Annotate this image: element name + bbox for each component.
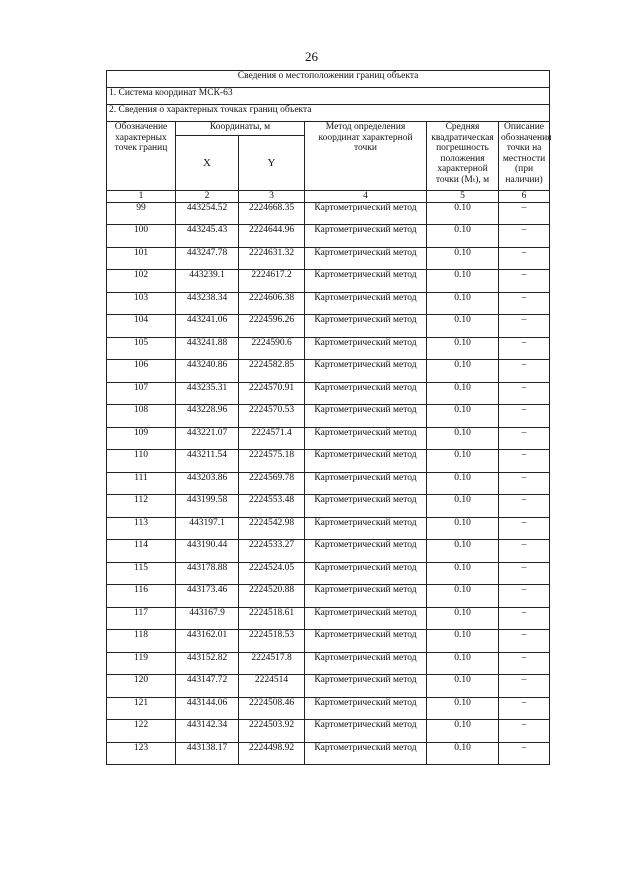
points-section-label: 2. Сведения о характерных точках границ объекта bbox=[107, 105, 550, 122]
method-cell: Картометрический метод bbox=[305, 270, 427, 293]
method-cell: Картометрический метод bbox=[305, 585, 427, 608]
y-cell: 2224617.2 bbox=[239, 270, 305, 293]
y-cell: 2224571.4 bbox=[239, 427, 305, 450]
accuracy-cell: 0.10 bbox=[427, 360, 499, 383]
point-cell: 111 bbox=[107, 472, 176, 495]
description-cell: – bbox=[499, 202, 550, 225]
accuracy-cell: 0.10 bbox=[427, 427, 499, 450]
coordinate-system-row bbox=[107, 88, 550, 105]
x-cell: 443239.1 bbox=[176, 270, 239, 293]
header-description: Описание обозначения точки на местности (при наличии) bbox=[499, 122, 550, 191]
column-number: 4 bbox=[305, 191, 427, 203]
table-row bbox=[107, 427, 550, 450]
y-cell: 2224503.92 bbox=[239, 720, 305, 743]
x-cell: 443173.46 bbox=[176, 585, 239, 608]
column-number: 2 bbox=[176, 191, 239, 203]
table-row bbox=[107, 472, 550, 495]
x-cell: 443241.06 bbox=[176, 315, 239, 338]
y-cell: 2224533.27 bbox=[239, 540, 305, 563]
method-cell: Картометрический метод bbox=[305, 360, 427, 383]
description-cell: – bbox=[499, 292, 550, 315]
point-cell: 115 bbox=[107, 562, 176, 585]
table-row bbox=[107, 292, 550, 315]
accuracy-cell: 0.10 bbox=[427, 382, 499, 405]
y-cell: 2224582.85 bbox=[239, 360, 305, 383]
x-cell: 443152.82 bbox=[176, 652, 239, 675]
x-cell: 443197.1 bbox=[176, 517, 239, 540]
accuracy-cell: 0.10 bbox=[427, 495, 499, 518]
header-x: X bbox=[176, 136, 239, 191]
method-cell: Картометрический метод bbox=[305, 427, 427, 450]
description-cell: – bbox=[499, 517, 550, 540]
points-section-row bbox=[107, 105, 550, 122]
table-row bbox=[107, 742, 550, 765]
method-cell: Картометрический метод bbox=[305, 292, 427, 315]
accuracy-cell: 0.10 bbox=[427, 675, 499, 698]
point-cell: 108 bbox=[107, 405, 176, 428]
method-cell: Картометрический метод bbox=[305, 742, 427, 765]
description-cell: – bbox=[499, 472, 550, 495]
description-cell: – bbox=[499, 697, 550, 720]
table-row bbox=[107, 607, 550, 630]
description-cell: – bbox=[499, 652, 550, 675]
point-cell: 109 bbox=[107, 427, 176, 450]
column-number: 1 bbox=[107, 191, 176, 203]
header-accuracy: Средняя квадратическая погрешность положения характерной точки (Mₜ), м bbox=[427, 122, 499, 191]
x-cell: 443235.31 bbox=[176, 382, 239, 405]
table-row bbox=[107, 450, 550, 473]
table-row bbox=[107, 517, 550, 540]
point-cell: 112 bbox=[107, 495, 176, 518]
table-row bbox=[107, 360, 550, 383]
description-cell: – bbox=[499, 562, 550, 585]
point-cell: 114 bbox=[107, 540, 176, 563]
table-row bbox=[107, 630, 550, 653]
method-cell: Картометрический метод bbox=[305, 607, 427, 630]
x-cell: 443245.43 bbox=[176, 225, 239, 248]
method-cell: Картометрический метод bbox=[305, 247, 427, 270]
description-cell: – bbox=[499, 607, 550, 630]
description-cell: – bbox=[499, 337, 550, 360]
method-cell: Картометрический метод bbox=[305, 697, 427, 720]
description-cell: – bbox=[499, 382, 550, 405]
point-cell: 101 bbox=[107, 247, 176, 270]
point-cell: 106 bbox=[107, 360, 176, 383]
x-cell: 443167.9 bbox=[176, 607, 239, 630]
y-cell: 2224631.32 bbox=[239, 247, 305, 270]
method-cell: Картометрический метод bbox=[305, 337, 427, 360]
accuracy-cell: 0.10 bbox=[427, 450, 499, 473]
x-cell: 443147.72 bbox=[176, 675, 239, 698]
point-cell: 120 bbox=[107, 675, 176, 698]
point-cell: 104 bbox=[107, 315, 176, 338]
y-cell: 2224520.88 bbox=[239, 585, 305, 608]
table-row bbox=[107, 540, 550, 563]
method-cell: Картометрический метод bbox=[305, 450, 427, 473]
accuracy-cell: 0.10 bbox=[427, 202, 499, 225]
point-cell: 100 bbox=[107, 225, 176, 248]
y-cell: 2224514 bbox=[239, 675, 305, 698]
accuracy-cell: 0.10 bbox=[427, 292, 499, 315]
description-cell: – bbox=[499, 315, 550, 338]
x-cell: 443162.01 bbox=[176, 630, 239, 653]
header-row-1 bbox=[107, 122, 550, 136]
description-cell: – bbox=[499, 585, 550, 608]
accuracy-cell: 0.10 bbox=[427, 562, 499, 585]
point-cell: 123 bbox=[107, 742, 176, 765]
x-cell: 443247.78 bbox=[176, 247, 239, 270]
table-row bbox=[107, 562, 550, 585]
accuracy-cell: 0.10 bbox=[427, 742, 499, 765]
y-cell: 2224524.05 bbox=[239, 562, 305, 585]
accuracy-cell: 0.10 bbox=[427, 337, 499, 360]
method-cell: Картометрический метод bbox=[305, 630, 427, 653]
point-cell: 105 bbox=[107, 337, 176, 360]
accuracy-cell: 0.10 bbox=[427, 270, 499, 293]
y-cell: 2224517.8 bbox=[239, 652, 305, 675]
x-cell: 443238.34 bbox=[176, 292, 239, 315]
method-cell: Картометрический метод bbox=[305, 720, 427, 743]
header-point-designation: Обозначение характерных точек границ bbox=[107, 122, 176, 191]
accuracy-cell: 0.10 bbox=[427, 607, 499, 630]
y-cell: 2224508.46 bbox=[239, 697, 305, 720]
description-cell: – bbox=[499, 405, 550, 428]
x-cell: 443221.07 bbox=[176, 427, 239, 450]
accuracy-cell: 0.10 bbox=[427, 247, 499, 270]
accuracy-cell: 0.10 bbox=[427, 630, 499, 653]
point-cell: 103 bbox=[107, 292, 176, 315]
method-cell: Картометрический метод bbox=[305, 382, 427, 405]
description-cell: – bbox=[499, 450, 550, 473]
table-title-row bbox=[107, 71, 550, 88]
y-cell: 2224570.53 bbox=[239, 405, 305, 428]
table-title: Сведения о местоположении границ объекта bbox=[107, 71, 550, 88]
table-row bbox=[107, 382, 550, 405]
column-number: 6 bbox=[499, 191, 550, 203]
column-number-row bbox=[107, 191, 550, 203]
x-cell: 443178.88 bbox=[176, 562, 239, 585]
page-number: 26 bbox=[305, 49, 318, 64]
description-cell: – bbox=[499, 225, 550, 248]
x-cell: 443240.86 bbox=[176, 360, 239, 383]
table-row bbox=[107, 405, 550, 428]
y-cell: 2224570.91 bbox=[239, 382, 305, 405]
boundary-points-table bbox=[106, 70, 550, 765]
description-cell: – bbox=[499, 742, 550, 765]
table-row bbox=[107, 337, 550, 360]
method-cell: Картометрический метод bbox=[305, 652, 427, 675]
y-cell: 2224590.6 bbox=[239, 337, 305, 360]
point-cell: 113 bbox=[107, 517, 176, 540]
y-cell: 2224542.98 bbox=[239, 517, 305, 540]
accuracy-cell: 0.10 bbox=[427, 405, 499, 428]
point-cell: 99 bbox=[107, 202, 176, 225]
table-row bbox=[107, 495, 550, 518]
accuracy-cell: 0.10 bbox=[427, 517, 499, 540]
accuracy-cell: 0.10 bbox=[427, 697, 499, 720]
point-cell: 121 bbox=[107, 697, 176, 720]
table-row bbox=[107, 315, 550, 338]
accuracy-cell: 0.10 bbox=[427, 472, 499, 495]
method-cell: Картометрический метод bbox=[305, 225, 427, 248]
point-cell: 122 bbox=[107, 720, 176, 743]
header-y: Y bbox=[239, 136, 305, 191]
table-row bbox=[107, 585, 550, 608]
y-cell: 2224606.38 bbox=[239, 292, 305, 315]
table-row bbox=[107, 225, 550, 248]
y-cell: 2224596.26 bbox=[239, 315, 305, 338]
column-number: 5 bbox=[427, 191, 499, 203]
x-cell: 443142.34 bbox=[176, 720, 239, 743]
y-cell: 2224518.53 bbox=[239, 630, 305, 653]
x-cell: 443144.06 bbox=[176, 697, 239, 720]
header-method: Метод определения координат характерной точки bbox=[305, 122, 427, 191]
point-cell: 102 bbox=[107, 270, 176, 293]
y-cell: 2224668.35 bbox=[239, 202, 305, 225]
accuracy-cell: 0.10 bbox=[427, 225, 499, 248]
table-row bbox=[107, 247, 550, 270]
y-cell: 2224644.96 bbox=[239, 225, 305, 248]
accuracy-cell: 0.10 bbox=[427, 315, 499, 338]
description-cell: – bbox=[499, 247, 550, 270]
coordinate-system-label: 1. Система координат МСК-63 bbox=[107, 88, 550, 105]
y-cell: 2224498.92 bbox=[239, 742, 305, 765]
accuracy-cell: 0.10 bbox=[427, 652, 499, 675]
description-cell: – bbox=[499, 675, 550, 698]
header-coordinates: Координаты, м bbox=[176, 122, 305, 136]
x-cell: 443241.88 bbox=[176, 337, 239, 360]
method-cell: Картометрический метод bbox=[305, 540, 427, 563]
description-cell: – bbox=[499, 360, 550, 383]
y-cell: 2224553.48 bbox=[239, 495, 305, 518]
y-cell: 2224575.18 bbox=[239, 450, 305, 473]
point-cell: 118 bbox=[107, 630, 176, 653]
point-cell: 107 bbox=[107, 382, 176, 405]
x-cell: 443254.52 bbox=[176, 202, 239, 225]
description-cell: – bbox=[499, 270, 550, 293]
method-cell: Картометрический метод bbox=[305, 202, 427, 225]
method-cell: Картометрический метод bbox=[305, 562, 427, 585]
table-row bbox=[107, 720, 550, 743]
description-cell: – bbox=[499, 540, 550, 563]
method-cell: Картометрический метод bbox=[305, 315, 427, 338]
x-cell: 443138.17 bbox=[176, 742, 239, 765]
accuracy-cell: 0.10 bbox=[427, 540, 499, 563]
table-row bbox=[107, 270, 550, 293]
x-cell: 443190.44 bbox=[176, 540, 239, 563]
x-cell: 443228.96 bbox=[176, 405, 239, 428]
description-cell: – bbox=[499, 495, 550, 518]
point-cell: 116 bbox=[107, 585, 176, 608]
table-row bbox=[107, 652, 550, 675]
table-row bbox=[107, 202, 550, 225]
description-cell: – bbox=[499, 427, 550, 450]
accuracy-cell: 0.10 bbox=[427, 585, 499, 608]
method-cell: Картометрический метод bbox=[305, 405, 427, 428]
method-cell: Картометрический метод bbox=[305, 495, 427, 518]
point-cell: 110 bbox=[107, 450, 176, 473]
column-number: 3 bbox=[239, 191, 305, 203]
method-cell: Картометрический метод bbox=[305, 472, 427, 495]
accuracy-cell: 0.10 bbox=[427, 720, 499, 743]
table-row bbox=[107, 675, 550, 698]
y-cell: 2224518.61 bbox=[239, 607, 305, 630]
description-cell: – bbox=[499, 720, 550, 743]
table-row bbox=[107, 697, 550, 720]
x-cell: 443199.58 bbox=[176, 495, 239, 518]
y-cell: 2224569.78 bbox=[239, 472, 305, 495]
x-cell: 443203.86 bbox=[176, 472, 239, 495]
x-cell: 443211.54 bbox=[176, 450, 239, 473]
point-cell: 117 bbox=[107, 607, 176, 630]
method-cell: Картометрический метод bbox=[305, 517, 427, 540]
method-cell: Картометрический метод bbox=[305, 675, 427, 698]
description-cell: – bbox=[499, 630, 550, 653]
point-cell: 119 bbox=[107, 652, 176, 675]
